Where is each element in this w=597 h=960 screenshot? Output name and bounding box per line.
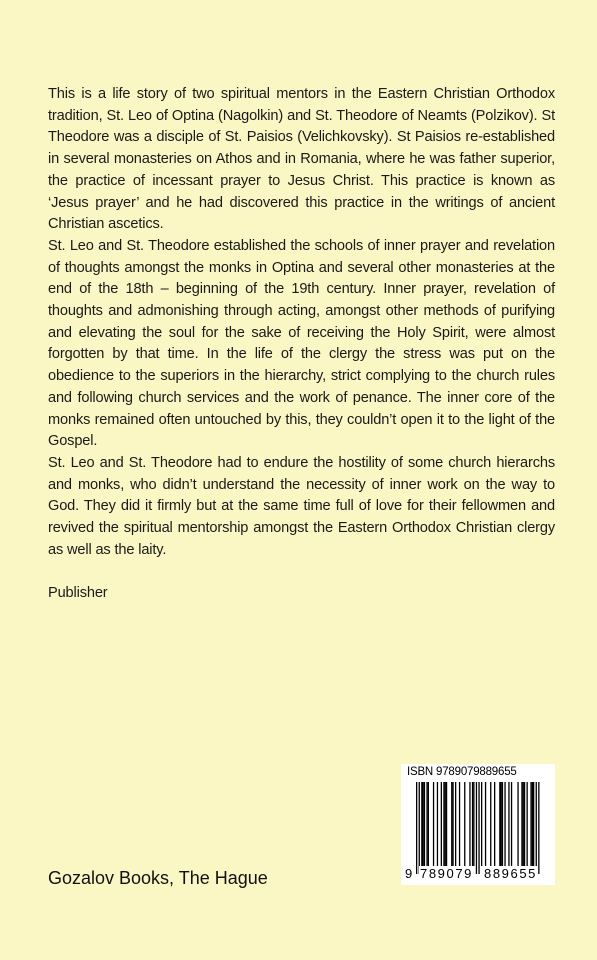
barcode-bar (433, 782, 434, 866)
barcode-bar (527, 782, 528, 866)
barcode-bar (455, 782, 456, 866)
barcode-bar (499, 782, 500, 866)
barcode-bar (523, 782, 524, 866)
barcode-bar (511, 782, 512, 866)
barcode-guard-bar (478, 782, 479, 874)
blurb-paragraph-1: This is a life story of two spiritual mentors in the Eastern Christian Orthodox tradition, St. Leo of Optina (Nagolkin) and St. Theodore of Neamts (Polzikov). St Theodore was a disciple of St. Paisios (Velichkovsky). St Paisios re-established in several monasteries on Athos and in Romania, where he was father superior, the practice of incessant prayer to Jesus Christ. This practice is known as ‘Jesus prayer’ and he had discovered this practice in the writings of ancient Christian ascetics. (48, 86, 555, 233)
barcode-bar (424, 782, 425, 866)
barcode-bar (459, 782, 460, 866)
barcode-bar (490, 782, 491, 866)
barcode-guard-bar (416, 782, 417, 874)
blurb-paragraph-2: St. Leo and St. Theodore established the schools of inner prayer and revelation of thoughts amongst the monks in Optina and several other monasteries at the end of the 18th – beginning of the 19th century. Inner prayer, revelation of thoughts and admonishing through acting, amongst other methods of purifying and elevating the soul for the sake of receiving the Holy Spirit, were almost forgotten by that time. In the life of the clergy the stress was put on the obedience to the superiors in the hierarchy, strict complying to the church rules and following church services and the work of penance. The inner core of the monks remained often untouched by this, they couldn’t open it to the light of the Gospel. (48, 237, 555, 450)
barcode-guard-bar (419, 782, 420, 874)
barcode-bar (428, 782, 429, 866)
barcode-guard-bar (538, 782, 539, 874)
barcode-guard-bar (536, 782, 537, 874)
barcode-bar (485, 782, 486, 866)
publisher-imprint: Gozalov Books, The Hague (48, 868, 268, 888)
barcode-bar (441, 782, 442, 866)
barcode-bar (517, 782, 518, 866)
barcode-bar (469, 782, 470, 866)
barcode-bar (502, 782, 503, 866)
barcode-bar (445, 782, 446, 866)
barcode-bar (530, 782, 531, 866)
isbn-barcode (401, 764, 555, 885)
barcode-bar (533, 782, 534, 866)
barcode-bar (443, 782, 444, 866)
barcode-bar (481, 782, 482, 866)
blurb-text (48, 84, 555, 605)
blurb-paragraph-3: St. Leo and St. Theodore had to endure the hostility of some church hierarchs and monks, who didn’t understand the necessity of inner work on the way to God. They did it firmly but at the same time full of love for their fellowmen and revived the spiritual mentorship amongst the Eastern Orthodox Christian clergy as well as the laity. (48, 454, 555, 558)
barcode-bar (464, 782, 465, 866)
barcode-bar (524, 782, 525, 866)
barcode-bar (494, 782, 495, 866)
barcode-bar (508, 782, 509, 866)
barcode-bar (452, 782, 453, 866)
barcode-bar (532, 782, 533, 866)
barcode-bar (426, 782, 427, 866)
barcode-bar (451, 782, 452, 866)
barcode-bar (421, 782, 422, 866)
barcode-bar (501, 782, 502, 866)
barcode-bar (521, 782, 522, 866)
barcode-bar (446, 782, 447, 866)
isbn-label: ISBN 9789079889655 (407, 766, 517, 778)
barcode-bar (472, 782, 473, 866)
barcode-digit-group-right: 889655 (484, 866, 537, 881)
barcode-bars (405, 782, 551, 874)
barcode-digit-first: 9 (405, 866, 414, 881)
barcode-guard-bar (476, 782, 477, 874)
barcode-bar (423, 782, 424, 866)
barcode-bar (473, 782, 474, 866)
publisher-signature: Publisher (48, 585, 108, 602)
barcode-bar (504, 782, 505, 866)
barcode-digit-group-left: 789079 (420, 866, 473, 881)
barcode-bar (437, 782, 438, 866)
